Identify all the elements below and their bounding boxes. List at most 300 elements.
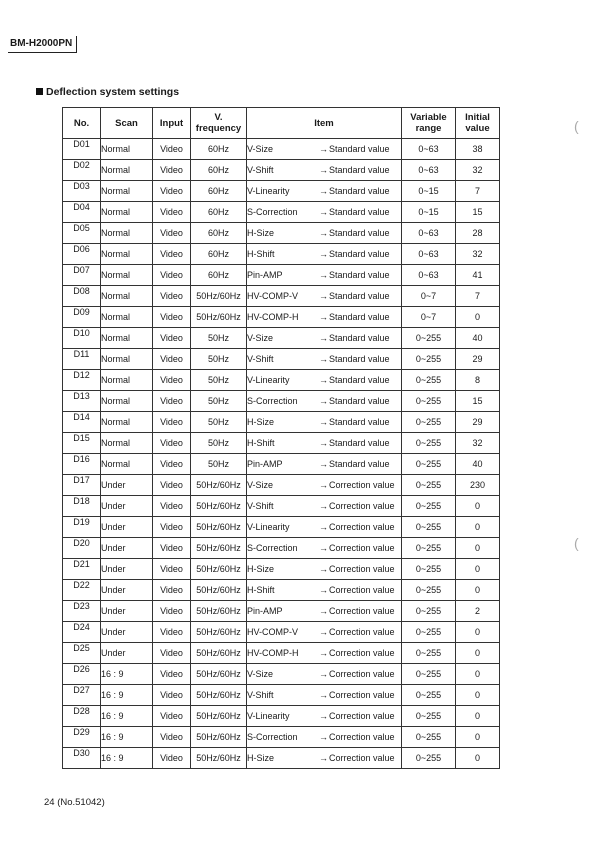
row-scan: Normal xyxy=(101,391,153,412)
row-item-target: Correction value xyxy=(329,543,395,553)
col-header-variable-range: Variable range xyxy=(402,108,456,139)
row-no: D10 xyxy=(63,328,101,349)
row-item-name: H-Shift xyxy=(247,585,275,595)
table-row xyxy=(63,748,500,769)
row-variable-range: 0~255 xyxy=(402,517,456,538)
row-item-name: HV-COMP-V xyxy=(247,627,299,637)
row-v-frequency: 50Hz/60Hz xyxy=(191,559,247,580)
row-item xyxy=(247,181,402,202)
row-item xyxy=(247,202,402,223)
row-item-target: Standard value xyxy=(329,333,390,343)
row-scan: Under xyxy=(101,517,153,538)
row-input: Video xyxy=(153,601,191,622)
row-item-target: Correction value xyxy=(329,522,395,532)
row-initial-value: 0 xyxy=(456,706,500,727)
row-no: D21 xyxy=(63,559,101,580)
row-initial-value: 15 xyxy=(456,202,500,223)
right-arrow-icon: → xyxy=(319,312,328,322)
row-variable-range: 0~255 xyxy=(402,370,456,391)
row-no: D22 xyxy=(63,580,101,601)
row-item-target: Standard value xyxy=(329,459,390,469)
row-input: Video xyxy=(153,181,191,202)
right-arrow-icon: → xyxy=(319,333,328,343)
row-input: Video xyxy=(153,685,191,706)
row-no: D05 xyxy=(63,223,101,244)
square-bullet-icon xyxy=(36,88,43,95)
row-v-frequency: 50Hz/60Hz xyxy=(191,307,247,328)
right-arrow-icon: → xyxy=(319,501,328,511)
row-item-name: Pin-AMP xyxy=(247,606,283,616)
row-scan: 16 : 9 xyxy=(101,685,153,706)
row-scan: Normal xyxy=(101,265,153,286)
row-v-frequency: 50Hz xyxy=(191,370,247,391)
row-no: D11 xyxy=(63,349,101,370)
row-initial-value: 40 xyxy=(456,454,500,475)
row-variable-range: 0~255 xyxy=(402,433,456,454)
row-item-target: Standard value xyxy=(329,417,390,427)
row-item-target: Standard value xyxy=(329,354,390,364)
col-header-item: Item xyxy=(247,108,402,139)
row-item xyxy=(247,706,402,727)
row-initial-value: 41 xyxy=(456,265,500,286)
row-v-frequency: 60Hz xyxy=(191,265,247,286)
row-item-target: Correction value xyxy=(329,480,395,490)
row-v-frequency: 60Hz xyxy=(191,160,247,181)
deflection-settings-table xyxy=(62,107,500,769)
row-no: D19 xyxy=(63,517,101,538)
right-arrow-icon: → xyxy=(319,207,328,217)
row-item xyxy=(247,580,402,601)
table-header-row xyxy=(63,108,500,139)
table-row xyxy=(63,265,500,286)
row-item-name: V-Linearity xyxy=(247,375,290,385)
row-item-name: V-Size xyxy=(247,669,274,679)
row-variable-range: 0~255 xyxy=(402,748,456,769)
col-header-input: Input xyxy=(153,108,191,139)
row-scan: Under xyxy=(101,643,153,664)
row-v-frequency: 50Hz/60Hz xyxy=(191,475,247,496)
row-item-name: Pin-AMP xyxy=(247,459,283,469)
row-item-name: HV-COMP-H xyxy=(247,312,299,322)
row-variable-range: 0~255 xyxy=(402,643,456,664)
row-item xyxy=(247,601,402,622)
row-no: D14 xyxy=(63,412,101,433)
row-initial-value: 0 xyxy=(456,643,500,664)
row-input: Video xyxy=(153,370,191,391)
row-item xyxy=(247,307,402,328)
right-arrow-icon: → xyxy=(319,711,328,721)
right-arrow-icon: → xyxy=(319,459,328,469)
row-item xyxy=(247,139,402,160)
row-variable-range: 0~255 xyxy=(402,391,456,412)
right-arrow-icon: → xyxy=(319,627,328,637)
row-initial-value: 7 xyxy=(456,286,500,307)
row-v-frequency: 50Hz xyxy=(191,391,247,412)
right-arrow-icon: → xyxy=(319,648,328,658)
row-scan: Normal xyxy=(101,412,153,433)
row-variable-range: 0~63 xyxy=(402,244,456,265)
right-arrow-icon: → xyxy=(319,438,328,448)
row-variable-range: 0~255 xyxy=(402,328,456,349)
row-scan: Normal xyxy=(101,160,153,181)
row-input: Video xyxy=(153,139,191,160)
table-body xyxy=(63,139,500,769)
row-initial-value: 0 xyxy=(456,559,500,580)
table-row xyxy=(63,706,500,727)
row-input: Video xyxy=(153,538,191,559)
row-scan: Normal xyxy=(101,370,153,391)
table-row xyxy=(63,580,500,601)
row-scan: Normal xyxy=(101,454,153,475)
table-row xyxy=(63,685,500,706)
row-input: Video xyxy=(153,454,191,475)
row-no: D28 xyxy=(63,706,101,727)
row-scan: 16 : 9 xyxy=(101,748,153,769)
row-variable-range: 0~255 xyxy=(402,727,456,748)
row-item-name: H-Shift xyxy=(247,438,275,448)
row-variable-range: 0~255 xyxy=(402,664,456,685)
right-arrow-icon: → xyxy=(319,480,328,490)
row-item-target: Standard value xyxy=(329,375,390,385)
row-item-target: Correction value xyxy=(329,648,395,658)
row-item xyxy=(247,223,402,244)
row-input: Video xyxy=(153,265,191,286)
table-row xyxy=(63,538,500,559)
row-item-name: V-Shift xyxy=(247,690,274,700)
table-row xyxy=(63,433,500,454)
row-item xyxy=(247,622,402,643)
row-item-name: HV-COMP-V xyxy=(247,291,299,301)
table-row xyxy=(63,244,500,265)
row-item-target: Standard value xyxy=(329,312,390,322)
row-item xyxy=(247,664,402,685)
row-initial-value: 0 xyxy=(456,622,500,643)
row-v-frequency: 50Hz/60Hz xyxy=(191,748,247,769)
row-scan: Under xyxy=(101,475,153,496)
row-initial-value: 15 xyxy=(456,391,500,412)
model-number: BM-H2000PN xyxy=(8,36,77,53)
row-item-name: S-Correction xyxy=(247,732,298,742)
row-variable-range: 0~15 xyxy=(402,202,456,223)
table-row xyxy=(63,181,500,202)
row-scan: Under xyxy=(101,622,153,643)
row-initial-value: 0 xyxy=(456,685,500,706)
row-no: D07 xyxy=(63,265,101,286)
row-initial-value: 40 xyxy=(456,328,500,349)
row-no: D06 xyxy=(63,244,101,265)
row-item xyxy=(247,538,402,559)
row-item-target: Correction value xyxy=(329,669,395,679)
row-variable-range: 0~255 xyxy=(402,685,456,706)
row-v-frequency: 50Hz xyxy=(191,349,247,370)
row-initial-value: 2 xyxy=(456,601,500,622)
table-row xyxy=(63,223,500,244)
row-initial-value: 0 xyxy=(456,664,500,685)
table-row xyxy=(63,496,500,517)
row-item-name: V-Size xyxy=(247,333,274,343)
section-title-text: Deflection system settings xyxy=(46,86,180,98)
table-row xyxy=(63,139,500,160)
right-arrow-icon: → xyxy=(319,690,328,700)
row-item-target: Standard value xyxy=(329,165,390,175)
row-input: Video xyxy=(153,643,191,664)
row-no: D23 xyxy=(63,601,101,622)
right-arrow-icon: → xyxy=(319,186,328,196)
row-scan: 16 : 9 xyxy=(101,664,153,685)
right-arrow-icon: → xyxy=(319,165,328,175)
row-variable-range: 0~63 xyxy=(402,139,456,160)
row-scan: Normal xyxy=(101,223,153,244)
right-arrow-icon: → xyxy=(319,396,328,406)
row-v-frequency: 50Hz/60Hz xyxy=(191,517,247,538)
row-no: D09 xyxy=(63,307,101,328)
row-item-name: V-Size xyxy=(247,480,274,490)
right-arrow-icon: → xyxy=(319,606,328,616)
row-variable-range: 0~63 xyxy=(402,223,456,244)
row-item xyxy=(247,412,402,433)
table-row xyxy=(63,307,500,328)
table-row xyxy=(63,328,500,349)
row-scan: 16 : 9 xyxy=(101,706,153,727)
row-input: Video xyxy=(153,160,191,181)
row-item xyxy=(247,559,402,580)
row-v-frequency: 50Hz/60Hz xyxy=(191,685,247,706)
row-item xyxy=(247,748,402,769)
row-scan: Under xyxy=(101,496,153,517)
row-item-name: V-Shift xyxy=(247,165,274,175)
row-no: D25 xyxy=(63,643,101,664)
row-v-frequency: 60Hz xyxy=(191,181,247,202)
right-arrow-icon: → xyxy=(319,144,328,154)
row-variable-range: 0~255 xyxy=(402,580,456,601)
row-item-target: Standard value xyxy=(329,270,390,280)
right-arrow-icon: → xyxy=(319,564,328,574)
row-item xyxy=(247,370,402,391)
right-arrow-icon: → xyxy=(319,291,328,301)
row-scan: Under xyxy=(101,538,153,559)
row-item xyxy=(247,286,402,307)
row-v-frequency: 50Hz/60Hz xyxy=(191,601,247,622)
row-variable-range: 0~255 xyxy=(402,538,456,559)
right-arrow-icon: → xyxy=(319,543,328,553)
row-item-name: H-Size xyxy=(247,228,275,238)
row-input: Video xyxy=(153,559,191,580)
row-item-name: V-Size xyxy=(247,144,274,154)
row-item xyxy=(247,685,402,706)
row-input: Video xyxy=(153,412,191,433)
table-row xyxy=(63,559,500,580)
row-item xyxy=(247,727,402,748)
table-row xyxy=(63,643,500,664)
row-initial-value: 7 xyxy=(456,181,500,202)
right-arrow-icon: → xyxy=(319,417,328,427)
row-no: D20 xyxy=(63,538,101,559)
row-item-target: Correction value xyxy=(329,564,395,574)
row-input: Video xyxy=(153,433,191,454)
row-item-target: Standard value xyxy=(329,249,390,259)
row-item-target: Correction value xyxy=(329,711,395,721)
row-item xyxy=(247,265,402,286)
row-variable-range: 0~255 xyxy=(402,601,456,622)
row-item-target: Correction value xyxy=(329,627,395,637)
right-arrow-icon: → xyxy=(319,522,328,532)
row-item-target: Correction value xyxy=(329,585,395,595)
row-initial-value: 0 xyxy=(456,538,500,559)
row-item-target: Standard value xyxy=(329,144,390,154)
row-item xyxy=(247,328,402,349)
row-item-target: Standard value xyxy=(329,207,390,217)
row-initial-value: 29 xyxy=(456,349,500,370)
row-item-target: Correction value xyxy=(329,732,395,742)
row-scan: Normal xyxy=(101,286,153,307)
row-no: D01 xyxy=(63,139,101,160)
row-initial-value: 29 xyxy=(456,412,500,433)
row-scan: Normal xyxy=(101,349,153,370)
row-initial-value: 32 xyxy=(456,160,500,181)
row-initial-value: 32 xyxy=(456,244,500,265)
row-v-frequency: 50Hz/60Hz xyxy=(191,496,247,517)
row-initial-value: 0 xyxy=(456,307,500,328)
table-row xyxy=(63,601,500,622)
row-scan: Under xyxy=(101,601,153,622)
right-arrow-icon: → xyxy=(319,270,328,280)
row-input: Video xyxy=(153,496,191,517)
row-initial-value: 32 xyxy=(456,433,500,454)
row-v-frequency: 50Hz/60Hz xyxy=(191,622,247,643)
table-row xyxy=(63,454,500,475)
row-no: D08 xyxy=(63,286,101,307)
row-variable-range: 0~63 xyxy=(402,265,456,286)
right-arrow-icon: → xyxy=(319,354,328,364)
row-item-name: S-Correction xyxy=(247,207,298,217)
row-initial-value: 8 xyxy=(456,370,500,391)
row-item-target: Correction value xyxy=(329,501,395,511)
table-row xyxy=(63,370,500,391)
row-v-frequency: 50Hz xyxy=(191,412,247,433)
table-row xyxy=(63,202,500,223)
row-item-name: H-Size xyxy=(247,753,275,763)
col-header-no: No. xyxy=(63,108,101,139)
row-v-frequency: 60Hz xyxy=(191,223,247,244)
row-variable-range: 0~255 xyxy=(402,454,456,475)
row-v-frequency: 60Hz xyxy=(191,244,247,265)
row-item xyxy=(247,349,402,370)
row-item xyxy=(247,643,402,664)
row-variable-range: 0~255 xyxy=(402,706,456,727)
table-row xyxy=(63,622,500,643)
row-item-target: Standard value xyxy=(329,438,390,448)
row-variable-range: 0~255 xyxy=(402,412,456,433)
row-variable-range: 0~255 xyxy=(402,559,456,580)
row-item-name: V-Linearity xyxy=(247,711,290,721)
row-no: D15 xyxy=(63,433,101,454)
row-v-frequency: 50Hz/60Hz xyxy=(191,727,247,748)
row-input: Video xyxy=(153,349,191,370)
row-v-frequency: 60Hz xyxy=(191,139,247,160)
row-scan: Normal xyxy=(101,181,153,202)
row-v-frequency: 50Hz/60Hz xyxy=(191,580,247,601)
row-v-frequency: 60Hz xyxy=(191,202,247,223)
row-item-name: S-Correction xyxy=(247,396,298,406)
table-row xyxy=(63,160,500,181)
row-item-name: H-Size xyxy=(247,417,275,427)
row-no: D16 xyxy=(63,454,101,475)
row-initial-value: 0 xyxy=(456,496,500,517)
row-v-frequency: 50Hz/60Hz xyxy=(191,538,247,559)
page-footer: 24 (No.51042) xyxy=(44,797,105,808)
row-item xyxy=(247,475,402,496)
row-input: Video xyxy=(153,202,191,223)
row-variable-range: 0~255 xyxy=(402,475,456,496)
row-v-frequency: 50Hz xyxy=(191,328,247,349)
row-item-target: Standard value xyxy=(329,396,390,406)
row-item-target: Correction value xyxy=(329,606,395,616)
row-item xyxy=(247,391,402,412)
right-arrow-icon: → xyxy=(319,585,328,595)
row-v-frequency: 50Hz/60Hz xyxy=(191,706,247,727)
row-variable-range: 0~255 xyxy=(402,622,456,643)
col-header-v-frequency: V. frequency xyxy=(191,108,247,139)
row-item xyxy=(247,517,402,538)
row-v-frequency: 50Hz/60Hz xyxy=(191,286,247,307)
row-no: D27 xyxy=(63,685,101,706)
row-initial-value: 0 xyxy=(456,517,500,538)
row-input: Video xyxy=(153,307,191,328)
row-initial-value: 230 xyxy=(456,475,500,496)
row-input: Video xyxy=(153,391,191,412)
margin-mark-icon: ( xyxy=(574,535,579,551)
row-no: D02 xyxy=(63,160,101,181)
row-scan: Normal xyxy=(101,307,153,328)
table-row xyxy=(63,412,500,433)
row-v-frequency: 50Hz/60Hz xyxy=(191,664,247,685)
row-item-target: Standard value xyxy=(329,291,390,301)
row-item-name: V-Shift xyxy=(247,354,274,364)
row-v-frequency: 50Hz xyxy=(191,433,247,454)
row-input: Video xyxy=(153,748,191,769)
row-item xyxy=(247,454,402,475)
row-no: D26 xyxy=(63,664,101,685)
row-no: D24 xyxy=(63,622,101,643)
row-scan: Under xyxy=(101,580,153,601)
row-item-name: S-Correction xyxy=(247,543,298,553)
margin-mark-icon: ( xyxy=(574,118,579,134)
col-header-initial-value: Initial value xyxy=(456,108,500,139)
row-no: D03 xyxy=(63,181,101,202)
row-input: Video xyxy=(153,664,191,685)
table-row xyxy=(63,664,500,685)
col-header-scan: Scan xyxy=(101,108,153,139)
row-item-target: Standard value xyxy=(329,228,390,238)
table-row xyxy=(63,286,500,307)
row-no: D29 xyxy=(63,727,101,748)
row-input: Video xyxy=(153,286,191,307)
row-scan: Normal xyxy=(101,244,153,265)
row-item-name: Pin-AMP xyxy=(247,270,283,280)
row-item xyxy=(247,496,402,517)
right-arrow-icon: → xyxy=(319,228,328,238)
table-row xyxy=(63,391,500,412)
row-no: D18 xyxy=(63,496,101,517)
row-input: Video xyxy=(153,706,191,727)
row-initial-value: 0 xyxy=(456,580,500,601)
row-variable-range: 0~15 xyxy=(402,181,456,202)
row-no: D12 xyxy=(63,370,101,391)
row-input: Video xyxy=(153,475,191,496)
row-scan: Under xyxy=(101,559,153,580)
row-input: Video xyxy=(153,328,191,349)
row-no: D17 xyxy=(63,475,101,496)
